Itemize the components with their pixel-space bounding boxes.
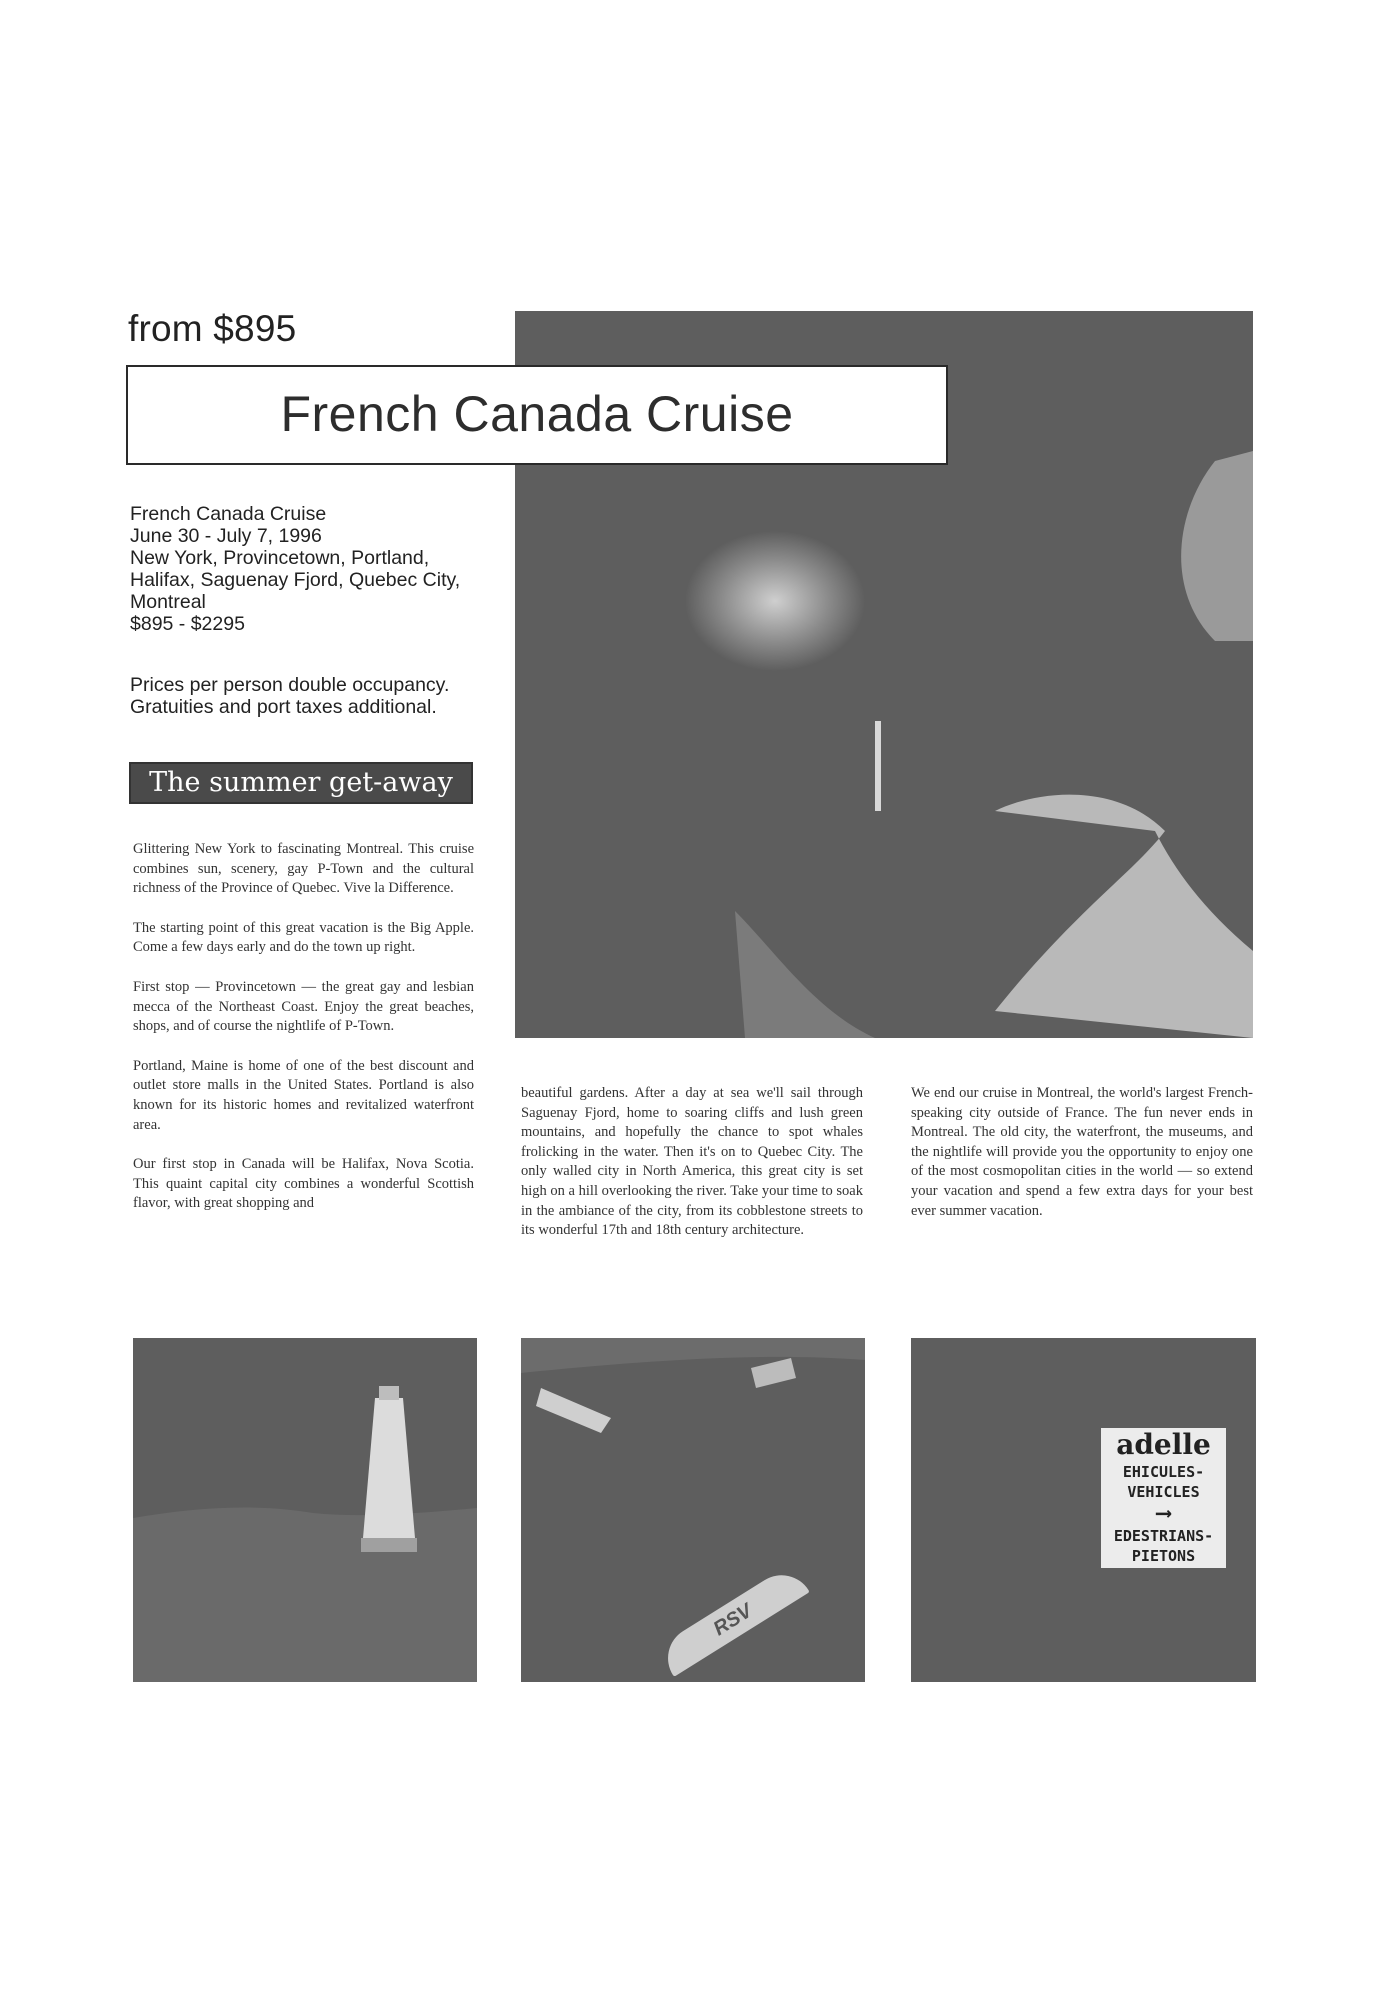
street-sign xyxy=(1101,1428,1226,1568)
trip-info-line: Montreal xyxy=(130,591,206,613)
arrow-icon: ⟶ xyxy=(1156,1501,1171,1526)
sign-line: EDESTRIANS-PIETONS xyxy=(1113,1527,1214,1565)
article-column-3 xyxy=(911,1084,1253,1241)
trip-info-line: $895 - $2295 xyxy=(130,613,245,635)
citadel-sign-photo xyxy=(911,1338,1256,1682)
trip-info-line: June 30 - July 7, 1996 xyxy=(130,525,322,547)
article-column-2 xyxy=(521,1084,863,1261)
section-banner: The summer get-away xyxy=(129,762,473,804)
sign-line: EHICULES-VEHICLES xyxy=(1122,1463,1205,1501)
article-paragraph: Portland, Maine is home of one of the best discount and outlet store malls in the United States. Portland is also known for its historic homes and revitalized waterfront area. xyxy=(133,1057,474,1133)
trip-info-line: Halifax, Saguenay Fjord, Quebec City, xyxy=(130,569,461,591)
price-from-label: from $895 xyxy=(128,308,297,349)
article-paragraph: Glittering New York to fascinating Montreal. This cruise combines sun, scenery, gay P-Town and the cultural richness of the Province of Quebec. Vive la Difference. xyxy=(133,841,474,897)
pricing-note: Gratuities and port taxes additional. xyxy=(130,696,437,718)
article-paragraph: First stop — Provincetown — the great gay and lesbian mecca of the Northeast Coast. Enjoy the great beaches, shops, and of course the nightlife of P-Town. xyxy=(133,978,474,1035)
article-paragraph: beautiful gardens. After a day at sea we'll sail through Saguenay Fjord, home to soaring cliffs and lush green mountains, and hopefully the chance to spot whales frolicking in the water. Then it's on to Quebec City. The only walled city in North America, this great city is set high on a hill overlooking the river. Take your time to soak in the ambiance of the city, from its cobblestone streets to its wonderful 17th and 18th century architecture. xyxy=(521,1085,863,1239)
article-paragraph: The starting point of this great vacation is the Big Apple. Come a few days early and do the town up right. xyxy=(133,919,474,956)
trip-info xyxy=(130,503,500,635)
trip-info-line: French Canada Cruise xyxy=(130,503,327,525)
deck-photo xyxy=(521,1338,865,1682)
sign-line: adelle xyxy=(1116,1428,1211,1461)
article-column-1 xyxy=(133,840,474,1234)
cap-text: RSV xyxy=(709,1599,757,1641)
page-title: French Canada Cruise xyxy=(280,386,794,442)
title-box xyxy=(126,365,948,465)
pricing-notes xyxy=(130,674,510,718)
article-paragraph: Our first stop in Canada will be Halifax, Nova Scotia. This quaint capital city combines a wonderful Scottish flavor, with great shopping and xyxy=(133,1156,474,1212)
pricing-note: Prices per person double occupancy. xyxy=(130,674,450,696)
trip-info-line: New York, Provincetown, Portland, xyxy=(130,547,430,569)
lighthouse-photo xyxy=(133,1338,477,1682)
lighthouse-graphic xyxy=(133,1338,477,1682)
article-paragraph: We end our cruise in Montreal, the world's largest French-speaking city outside of France. The fun never ends in Montreal. The old city, the waterfront, the museums, and the nightlife will provide you the opportunity to enjoy one of the most cosmopolitan cities in the world — so extend your vacation and spend a few extra days for your best ever summer vacation. xyxy=(911,1085,1253,1219)
